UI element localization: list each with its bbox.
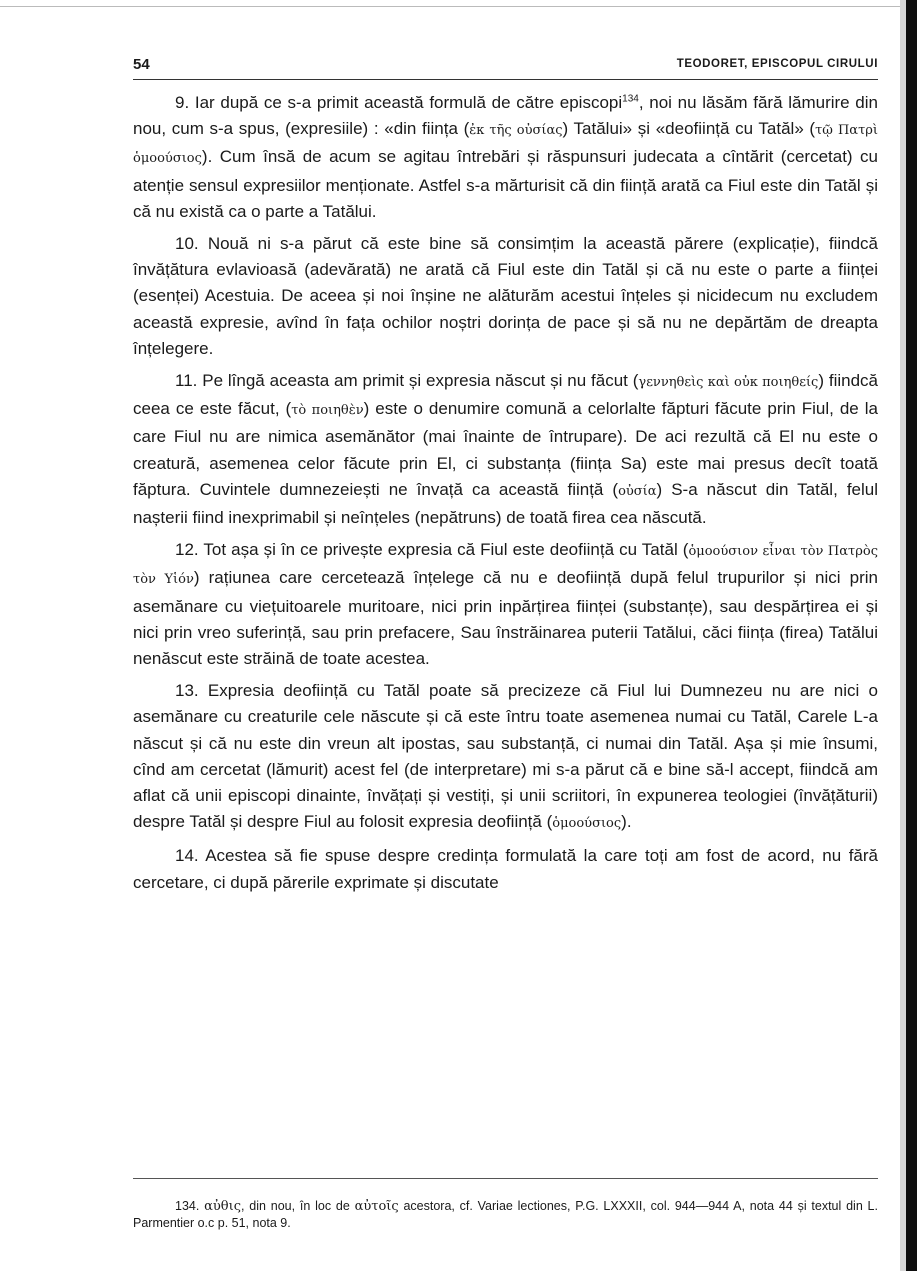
paragraph-12: [133, 537, 878, 672]
paragraph-text: , noi nu lăsăm fără lămurire din nou, cum s-a spus, (expresiile) : «din ființa (: [133, 93, 878, 139]
paragraph-14: [133, 843, 878, 895]
paragraph-number: 9.: [175, 93, 190, 112]
page-number: 54: [133, 56, 150, 73]
paragraph-text: Expresia deoființă cu Tatăl poate să precizeze că Fiul lui Dumnezeu nu are nici o asemănare cu creaturile cele născute și că este întru toate asemenea numai cu Tatăl, Carele L-a născut și că nu este din vreun alt ipostas, sau substanță, ci numai din Tatăl. Așa și mie însumi, cînd am cercetat (lămurit) acest fel (de interpretare) mi s-a părut că e bine să-l accept, fiindcă am aflat că unii episcopi dinainte, învățați și vestiți, și unii scriitori, în expunerea teologiei (învățăturii) despre Tatăl și despre Fiul au folosit expresia deoființă (: [133, 681, 878, 832]
greek-phrase: ὁμοούσιος: [552, 816, 622, 832]
paragraph-text: Nouă ni s-a părut că este bine să consimțim la această părere (explicație), fiindcă învățătura evlavioasă (adevărată) ne arată că Fiul este din Tatăl și că nu este o parte a ființei (esenței) Acestuia. De aceea și noi înșine ne alăturăm acestui înțeles și nicidecum nu excludem această expresie, avînd în fața ochilor noștri dorința de pace și să nu ne depărtăm de dreapta înțelegere.: [133, 234, 878, 358]
greek-phrase: ἐκ τῆς οὐσίας: [469, 123, 563, 139]
paragraph-number: 11.: [175, 371, 198, 391]
paragraph-11: [133, 368, 878, 531]
paragraph-9: [133, 90, 878, 225]
scan-edge: [906, 0, 917, 1271]
paragraph-number: 14.: [175, 846, 199, 866]
paragraph-text: Acestea să fie spuse despre credința formulată la care toți am fost de acord, nu fără cercetare, ci după părerile exprimate și discutate: [133, 846, 878, 892]
body-text: [133, 90, 878, 902]
footnote-text: 134.: [175, 1198, 205, 1213]
paragraph-number: 12.: [175, 540, 199, 560]
header-rule: [133, 79, 878, 80]
paragraph-text: Iar după ce s-a primit această formulă de către episcopi: [189, 93, 623, 112]
paragraph-text: ) fiindcă ceea ce este făcut, (: [133, 371, 878, 419]
paragraph-text: ).: [621, 812, 632, 832]
page-header: [133, 56, 878, 78]
paragraph-text: Tot așa și în ce privește expresia că Fiul este deoființă cu Tatăl (: [198, 540, 689, 560]
paragraph-text: ). Cum însă de acum se agitau întrebări și răspunsuri judecata a cîntărit (cercetat) cu atenție sensul expresiilor menționate. Astfel s-a mărturisit că din ființă arată ca Fiul este din Tatăl și că nu există ca o parte a Tatălui.: [133, 147, 878, 221]
footnote-text: acestora, cf. Variae lectiones, P.G. LXXXII, col. 944—944 A, nota 44 și textul din L. Parmentier o.c p. 51, nota 9.: [133, 1198, 878, 1230]
paragraph-10: [133, 231, 878, 362]
greek-phrase: αὐθις: [204, 1198, 242, 1214]
greek-phrase: τῷ Πατρὶ ὁμοούσιος: [133, 123, 878, 167]
scan-top-border: [0, 6, 906, 7]
greek-phrase: ὁμοούσιον εἶναι τὸν Πατρὸς τὸν Υἱόν: [133, 544, 878, 588]
paragraph-text: ) Tatălui» și «deoființă cu Tatăl» (: [562, 119, 816, 139]
running-title: TEODORET, EPISCOPUL CIRULUI: [676, 58, 878, 70]
paragraph-number: 10.: [175, 234, 199, 254]
paragraph-number: 13.: [175, 681, 199, 701]
greek-phrase: οὐσία: [618, 483, 657, 499]
footnote-134: [133, 1198, 878, 1231]
paragraph-text: Pe lîngă aceasta am primit și expresia născut și nu făcut (: [197, 371, 639, 391]
paragraph-text: ) S-a născut din Tatăl, felul nașterii fiind inexprimabil și neînțeles (nepătruns) de toată firea cea născută.: [133, 479, 878, 528]
paragraph-13: [133, 678, 878, 837]
paragraph-text: ) rațiunea care cercetează înțelege că nu e deoființă după felul trupurilor și nici prin asemănare cu viețuitoarele muritoare, nici prin inpărțirea ființei (substanțe), sau despărțirea ei și nici prin vreo suferință, sau prin prefacere, Sau înstrăinarea puterii Tatălui, căci ființa (firea) Tatălui nenăscut este străină de toate acestea.: [133, 568, 879, 669]
greek-phrase: τὸ ποιηθὲν: [291, 403, 364, 419]
footnote-ref: 134: [622, 93, 639, 105]
greek-phrase: γεννηθεὶς καὶ οὐκ ποιηθείς: [638, 375, 819, 391]
paragraph-text: ) este o denumire comună a celorlalte făpturi făcute prin Fiul, de la care Fiul nu are nimica asemănător (mai înainte de întrupare). De aci rezultă că El nu este o creatură, asemenea celor făcute prin El, ci substanța (ființa Sa) este mai presus decît toată făptura. Cuvintele dumnezeiești ne învață ca această ființă (: [133, 399, 878, 499]
footnote-rule: [133, 1178, 878, 1179]
footnote-text: , din nou, în loc de: [241, 1198, 355, 1213]
greek-phrase: αὐτοῖς: [354, 1198, 399, 1214]
